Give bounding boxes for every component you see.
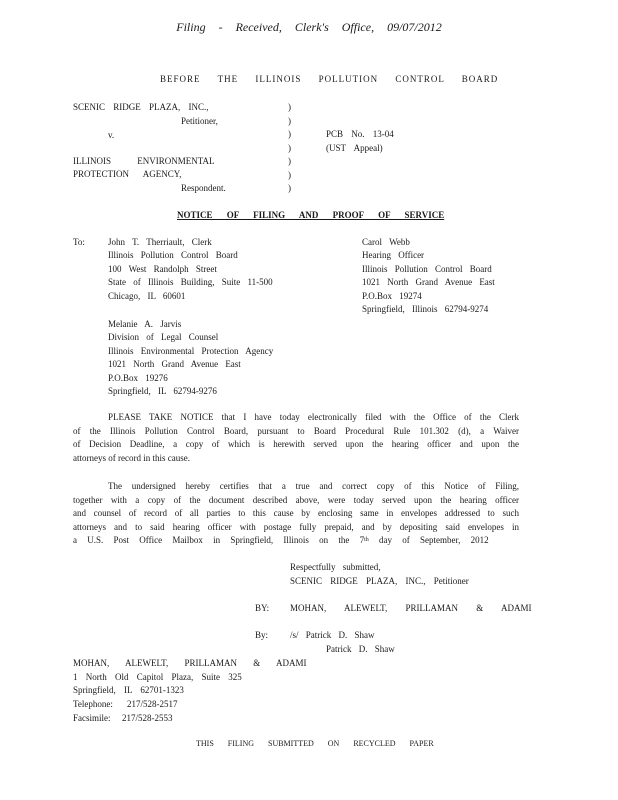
notice-paragraph: PLEASE TAKE NOTICE that I have today electronically filed with the Office of the Clerk of the Illinois Pollution Control Board, pursuant to Board Procedural Rule 101.302 (d), a Waiver of Decision Deadline, a copy of which is herewith served upon the hearing officer and upon the attorneys of record in this cause. [73,412,519,463]
petitioner-name: SCENIC RIDGE PLAZA, INC., [73,102,209,112]
case-number: PCB No. 13-04 [326,129,394,139]
case-type: (UST Appeal) [326,143,383,153]
address-epa-counsel: Melanie A. Jarvis Division of Legal Counsel Illinois Environmental Protection Agency 1021 North Grand Avenue East P.O.Box 19276 Springfield, IL 62794-9276 [108,319,274,397]
court-heading: BEFORE THE ILLINOIS POLLUTION CONTROL BOARD [160,74,499,84]
address-clerk: John T. Therriault, Clerk Illinois Pollution Control Board 100 West Randolph Street State of Illinois Building, Suite 11-500 Chicago, IL 60601 [108,237,273,301]
respondent-line1: ILLINOIS ENVIRONMENTAL [73,156,215,166]
respectfully-submitted: Respectfully submitted, [290,562,381,572]
versus: v. [108,130,115,140]
notice-title: NOTICE OF FILING AND PROOF OF SERVICE [177,210,445,220]
by-label: BY: [255,603,270,613]
telephone-label: Telephone: [73,699,113,709]
address-hearing-officer: Carol Webb Hearing Officer Illinois Pollution Control Board 1021 North Grand Avenue East P.O.Box 19274 Springfield, Illinois 62794-9274 [362,237,495,315]
law-firm-name: MOHAN, ALEWELT, PRILLAMAN & ADAMI [290,603,532,613]
respondent-line2: PROTECTION AGENCY, [73,169,182,179]
firm-address: MOHAN, ALEWELT, PRILLAMAN & ADAMI 1 North Old Capitol Plaza, Suite 325 Springfield, IL 62701-1323 [73,658,307,696]
by-label-2: By: [255,630,269,640]
facsimile-label: Facsimile: [73,713,111,723]
submitting-party: SCENIC RIDGE PLAZA, INC., Petitioner [290,576,469,586]
respondent-role: Respondent. [181,183,226,193]
petitioner-role: Petitioner, [181,116,218,126]
signer-name: Patrick D. Shaw [326,644,395,654]
certification-paragraph: The undersigned hereby certifies that a true and correct copy of this Notice of Filing, together with a copy of the document described above, were today served upon the hearing officer and counsel of record of all parties to this cause by enclosing same in envelopes addressed to such attorneys and to said hearing officer with postage fully prepaid, and by depositing said envelopes in a U.S. Post Office Mailbox in Springfield, Illinois on the 7th day of September, 2012 [73,481,519,545]
electronic-signature: /s/ Patrick D. Shaw [290,630,375,640]
filing-stamp: Filing - Received, Clerk's Office, 09/07/2012 [176,20,442,34]
caption-brackets: ) ) ) ) ) ) ) [288,102,291,193]
facsimile-number: 217/528-2553 [122,713,173,723]
to-label: To: [73,237,85,247]
telephone-number: 217/528-2517 [127,699,178,709]
recycled-paper-note: THIS FILING SUBMITTED ON RECYCLED PAPER [196,739,434,748]
